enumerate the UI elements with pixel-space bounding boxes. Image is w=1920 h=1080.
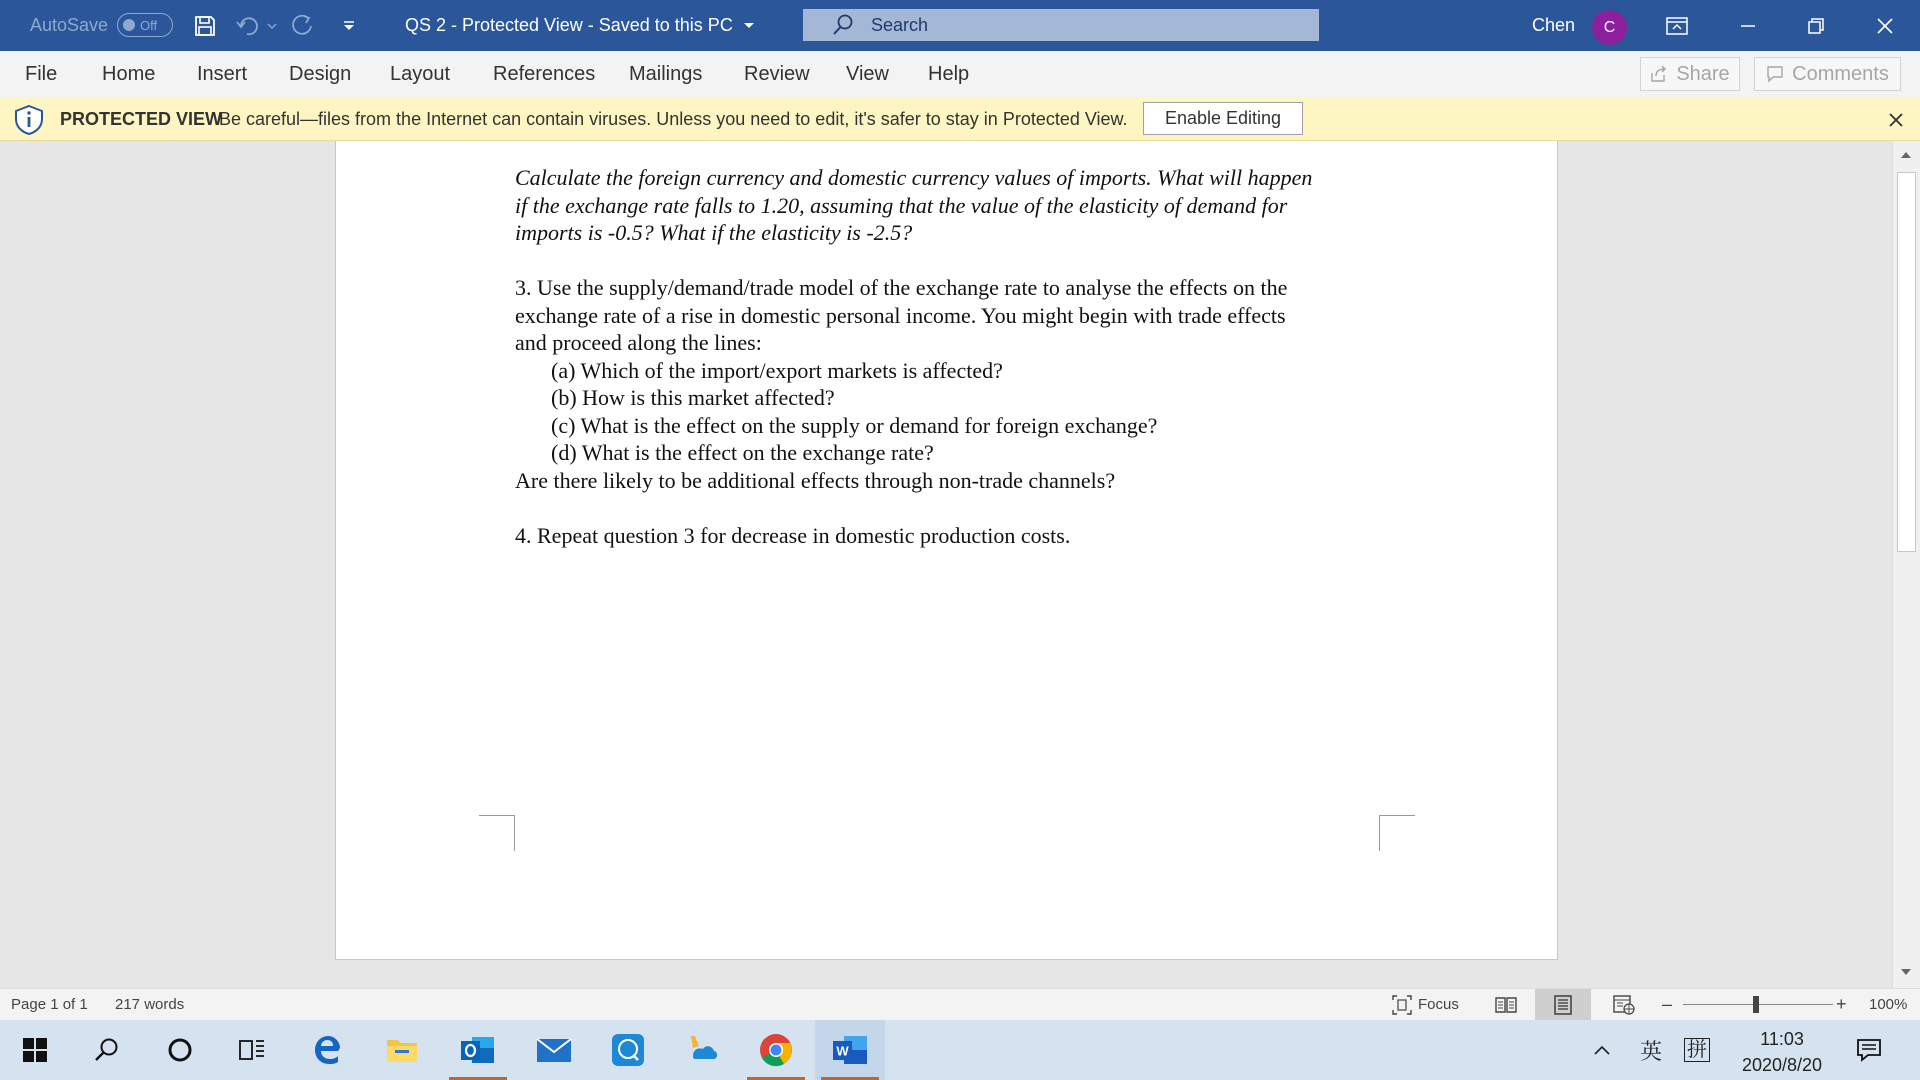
mail-app[interactable] (519, 1020, 589, 1080)
web-layout-icon (1613, 995, 1635, 1015)
comments-label: Comments (1792, 62, 1889, 85)
zoom-level[interactable]: 100% (1869, 996, 1908, 1013)
undo-dropdown[interactable] (265, 0, 279, 51)
minimize-button[interactable] (1715, 0, 1781, 51)
paragraph-gap (515, 247, 1385, 275)
ribbon-tabs (0, 51, 1920, 99)
search-icon (94, 1037, 120, 1063)
comments-button[interactable] (1754, 57, 1901, 91)
undo-button[interactable] (233, 0, 263, 51)
cortana-button[interactable] (145, 1020, 215, 1080)
word-icon (832, 1034, 868, 1066)
save-button[interactable] (190, 0, 220, 51)
close-protected-bar-button[interactable] (1882, 106, 1910, 134)
protected-view-title: PROTECTED VIEW (60, 108, 223, 129)
ribbon-display-icon (1666, 17, 1688, 35)
tab-insert[interactable]: Insert (197, 63, 248, 85)
system-clock[interactable] (1722, 1026, 1842, 1078)
zoom-in-button[interactable]: + (1836, 994, 1847, 1014)
doc-line: Calculate the foreign currency and domestic currency values of imports. What will happen (515, 165, 1313, 190)
focus-button[interactable] (1392, 989, 1459, 1020)
redo-icon (290, 13, 316, 39)
start-button[interactable] (0, 1020, 70, 1080)
paragraph-gap (515, 494, 1385, 522)
chevron-up-icon (1594, 1045, 1610, 1055)
clock-time: 11:03 (1760, 1029, 1804, 1049)
close-window-button[interactable] (1852, 0, 1918, 51)
print-layout-button[interactable] (1535, 989, 1591, 1020)
ime-mode-indicator[interactable] (1684, 1020, 1710, 1080)
tab-view[interactable]: View (846, 63, 889, 85)
customize-icon (342, 20, 356, 32)
search-icon (831, 13, 857, 37)
share-icon (1650, 65, 1668, 83)
outlook-icon (460, 1034, 496, 1066)
doc-line: 3. Use the supply/demand/trade model of the exchange rate to analyse the effects on the (515, 275, 1288, 300)
tab-design[interactable]: Design (289, 63, 352, 85)
page-count[interactable]: Page 1 of 1 (11, 996, 88, 1013)
document-title-text: QS 2 - Protected View - Saved to this PC (405, 15, 733, 35)
doc-list-item: (d) What is the effect on the exchange rate? (551, 440, 934, 465)
file-explorer-app[interactable] (367, 1020, 437, 1080)
taskbar-search-button[interactable] (72, 1020, 142, 1080)
edge-icon (311, 1034, 343, 1066)
document-title[interactable] (405, 0, 755, 51)
outlook-app[interactable] (443, 1020, 513, 1080)
protected-view-message: Be careful—files from the Internet can contain viruses. Unless you need to edit, it's safer to stay in Protected View. (219, 108, 1128, 129)
scrollbar-thumb[interactable] (1897, 172, 1916, 552)
doc-line: exchange rate of a rise in domestic personal income. You might begin with trade effects (515, 302, 1286, 328)
read-mode-icon (1495, 996, 1517, 1014)
focus-icon (1392, 995, 1412, 1015)
crop-mark-right (1379, 815, 1415, 851)
customize-toolbar-button[interactable] (338, 0, 360, 51)
doc-list-item: (a) Which of the import/export markets is affected? (551, 357, 1003, 383)
folder-icon (386, 1036, 418, 1064)
web-layout-button[interactable] (1596, 989, 1652, 1020)
task-view-icon (238, 1037, 266, 1063)
chevron-down-icon (267, 22, 277, 30)
windows-taskbar (0, 1020, 1920, 1080)
print-layout-icon (1554, 995, 1572, 1015)
restore-icon (1808, 18, 1824, 34)
chevron-down-icon (743, 22, 755, 30)
doc-list-item: (c) What is the effect on the supply or demand for foreign exchange? (551, 412, 1158, 438)
search-input[interactable] (869, 14, 1253, 37)
doc-line: and proceed along the lines: (515, 330, 762, 355)
edge-app[interactable] (292, 1020, 362, 1080)
zoom-slider-thumb[interactable] (1753, 996, 1759, 1013)
chrome-icon (759, 1033, 793, 1067)
onedrive-app[interactable] (667, 1020, 737, 1080)
share-button[interactable] (1640, 57, 1740, 91)
doc-line: 4. Repeat question 3 for decrease in domestic production costs. (515, 522, 1071, 548)
redo-button[interactable] (288, 0, 318, 51)
tab-review[interactable]: Review (744, 63, 810, 85)
protected-view-bar (0, 98, 1920, 141)
close-icon (1877, 18, 1893, 34)
focus-label: Focus (1418, 996, 1459, 1013)
task-view-button[interactable] (217, 1020, 287, 1080)
tab-home[interactable]: Home (102, 63, 156, 85)
document-page[interactable] (335, 141, 1558, 960)
doc-line: if the exchange rate falls to 1.20, assuming that the value of the elasticity of demand for (515, 192, 1288, 218)
read-mode-button[interactable] (1478, 989, 1534, 1020)
crop-mark-left (479, 815, 515, 851)
tab-mailings[interactable]: Mailings (629, 63, 703, 85)
autosave-toggle[interactable] (117, 13, 173, 37)
clock-date: 2020/8/20 (1741, 1055, 1823, 1075)
action-center-button[interactable] (1834, 1020, 1904, 1080)
search-box[interactable] (803, 9, 1319, 41)
undo-icon (235, 14, 261, 38)
tab-help[interactable]: Help (928, 63, 970, 85)
autosave-label: AutoSave (30, 15, 109, 35)
doc-line: Are there likely to be additional effects through non-trade channels? (515, 467, 1116, 493)
ime-mode-label: 拼 (1684, 1038, 1710, 1062)
windows-logo-icon (22, 1037, 48, 1063)
feedback-icon (611, 1033, 645, 1067)
toggle-knob (123, 19, 135, 31)
shield-icon (13, 104, 45, 141)
title-bar (0, 0, 1920, 51)
ribbon-display-options-button[interactable] (1644, 0, 1710, 51)
share-label: Share (1676, 62, 1730, 85)
tab-file[interactable]: File (25, 63, 58, 85)
tab-layout[interactable]: Layout (390, 63, 451, 85)
svg-text:W: W (836, 1043, 849, 1059)
tab-references[interactable]: References (493, 63, 596, 85)
cortana-icon (167, 1037, 193, 1063)
enable-editing-button[interactable]: Enable Editing (1143, 102, 1303, 135)
word-app[interactable] (815, 1020, 885, 1080)
notification-icon (1856, 1037, 1882, 1063)
status-bar (0, 988, 1920, 1020)
document-area[interactable] (0, 141, 1892, 988)
doc-line: imports is -0.5? What if the elasticity is -2.5? (515, 220, 913, 245)
scroll-up-arrow-icon[interactable] (1897, 146, 1915, 164)
zoom-out-button[interactable]: – (1662, 994, 1673, 1014)
scroll-down-arrow-icon[interactable] (1897, 963, 1915, 981)
avatar[interactable]: C (1592, 10, 1627, 45)
document-body (515, 164, 1385, 549)
ime-language-indicator[interactable]: 英 (1640, 1038, 1663, 1064)
show-hidden-icons-button[interactable] (1585, 1020, 1619, 1080)
comment-icon (1766, 65, 1784, 83)
restore-button[interactable] (1783, 0, 1849, 51)
minimize-icon (1740, 18, 1756, 34)
chrome-app[interactable] (741, 1020, 811, 1080)
onedrive-icon (685, 1034, 719, 1066)
doc-list-item: (b) How is this market affected? (551, 385, 835, 410)
close-icon (1889, 113, 1903, 127)
autosave-state: Off (140, 17, 158, 33)
word-count[interactable]: 217 words (115, 996, 185, 1013)
feedback-app[interactable] (593, 1020, 663, 1080)
save-icon (193, 14, 217, 38)
mail-icon (536, 1036, 572, 1064)
user-name[interactable]: Chen (1532, 15, 1576, 35)
vertical-scrollbar[interactable] (1892, 141, 1920, 988)
